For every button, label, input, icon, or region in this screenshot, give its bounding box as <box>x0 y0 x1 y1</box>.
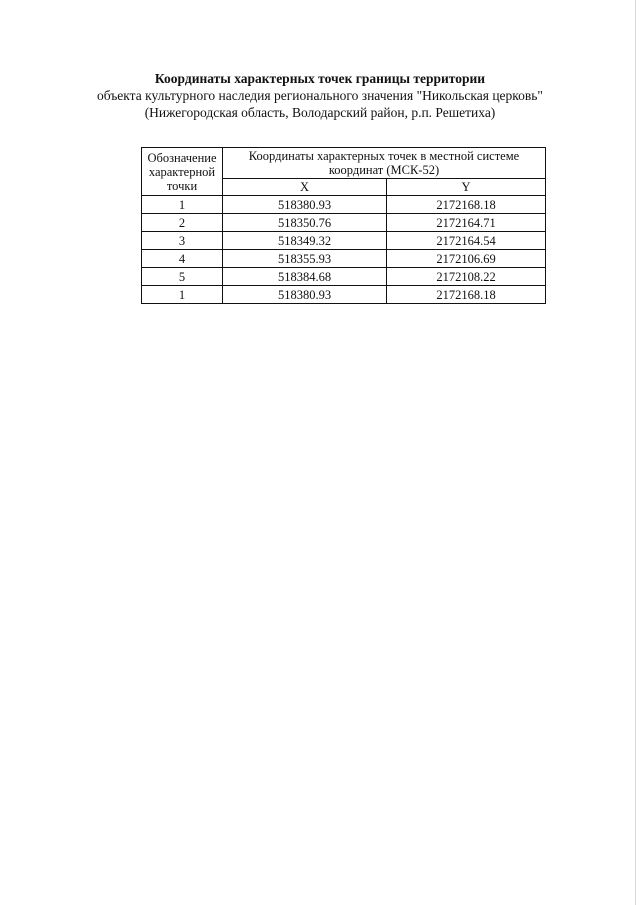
cell-y: 2172164.71 <box>387 214 546 232</box>
table-row <box>142 250 546 268</box>
cell-x: 518350.76 <box>223 214 387 232</box>
cell-y: 2172108.22 <box>387 268 546 286</box>
document-heading <box>0 70 640 121</box>
document-title: Координаты характерных точек границы территории <box>154 71 486 86</box>
document-location: (Нижегородская область, Володарский район, р.п. Решетиха) <box>144 105 496 120</box>
cell-x: 518380.93 <box>223 196 387 214</box>
cell-point: 4 <box>142 250 223 268</box>
scan-edge-line <box>635 0 636 905</box>
cell-point: 2 <box>142 214 223 232</box>
cell-x: 518384.68 <box>223 268 387 286</box>
cell-y: 2172164.54 <box>387 232 546 250</box>
cell-point: 1 <box>142 286 223 304</box>
cell-point: 5 <box>142 268 223 286</box>
cell-y: 2172106.69 <box>387 250 546 268</box>
table-header-row <box>142 148 546 179</box>
cell-point: 3 <box>142 232 223 250</box>
header-x: X <box>223 179 387 196</box>
header-y: Y <box>387 179 546 196</box>
cell-y: 2172168.18 <box>387 196 546 214</box>
cell-x: 518349.32 <box>223 232 387 250</box>
table-row <box>142 196 546 214</box>
header-point-designation: Обозначение характерной точки <box>142 148 223 196</box>
coordinates-table <box>141 147 546 304</box>
header-coordinates: Координаты характерных точек в местной системе координат (МСК-52) <box>223 148 546 179</box>
table-row <box>142 268 546 286</box>
table-row <box>142 286 546 304</box>
cell-x: 518380.93 <box>223 286 387 304</box>
cell-point: 1 <box>142 196 223 214</box>
cell-x: 518355.93 <box>223 250 387 268</box>
document-subtitle: объекта культурного наследия регионального значения "Никольская церковь" <box>97 88 543 103</box>
table-row <box>142 232 546 250</box>
cell-y: 2172168.18 <box>387 286 546 304</box>
table-row <box>142 214 546 232</box>
